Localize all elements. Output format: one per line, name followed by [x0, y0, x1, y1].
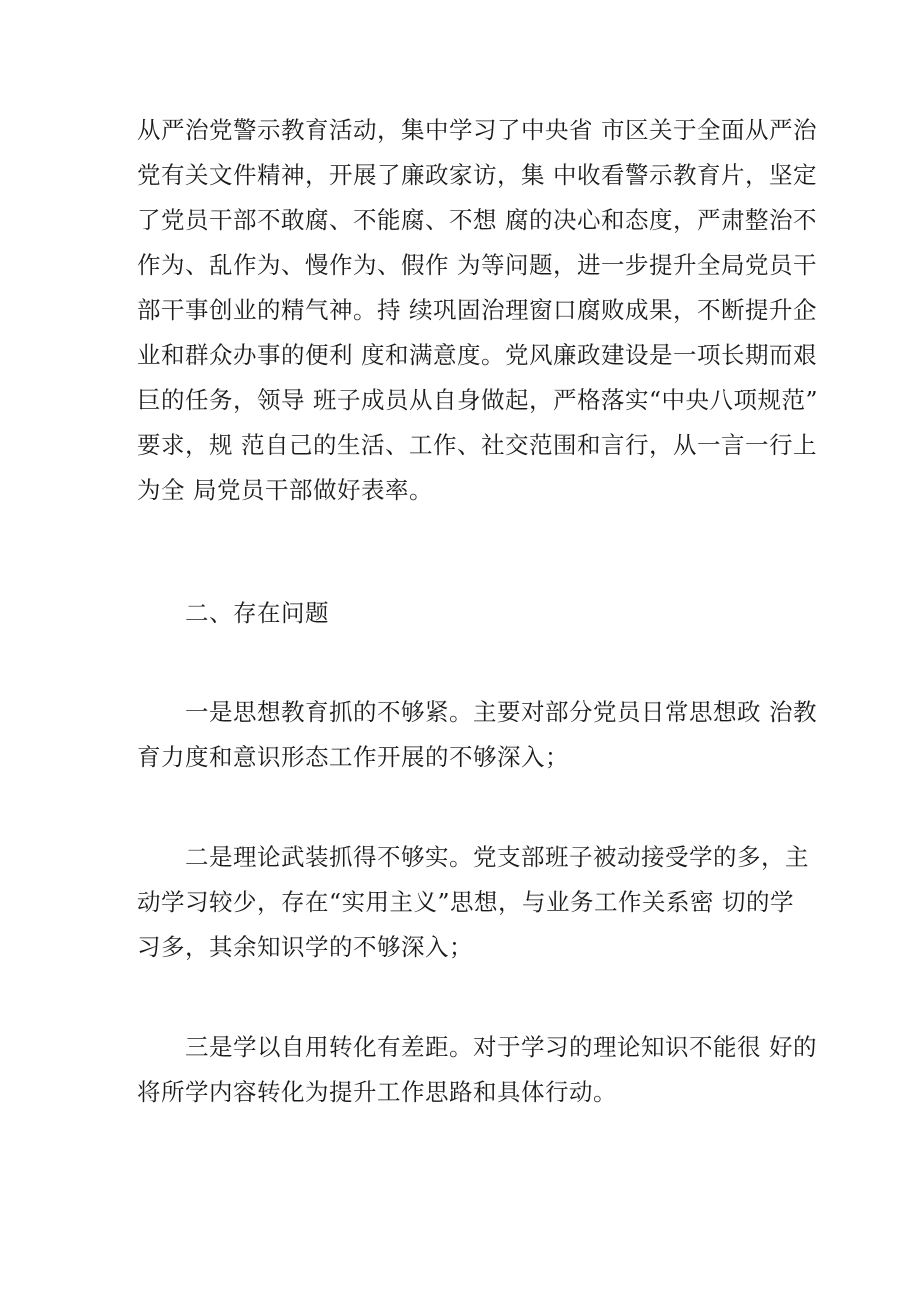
text-line: 巨的任务，领导 班子成员从自身做起，严格落实“中央八项规范”	[137, 386, 818, 414]
section-heading-text: 二、存在问题	[137, 599, 329, 627]
paragraph-problem-1	[137, 690, 817, 780]
text-line: 从严治党警示教育活动，集中学习了中央省 市区关于全面从严治	[137, 116, 817, 144]
text-line: 党有关文件精神，开展了廉政家访，集 中收看警示教育片，坚定	[137, 161, 817, 189]
text-line: 要求，规 范自己的生活、工作、社交范围和言行，从一言一行上	[137, 431, 817, 459]
text-line: 习多，其余知识学的不够深入；	[137, 933, 473, 961]
text-line: 为全 局党员干部做好表率。	[137, 476, 433, 504]
text-line: 一是思想教育抓的不够紧。主要对部分党员日常思想政 治教	[137, 698, 817, 726]
text-line: 二是理论武装抓得不够实。党支部班子被动接受学的多，主	[137, 843, 809, 871]
text-line: 了党员干部不敢腐、不能腐、不想 腐的决心和态度，严肃整治不	[137, 206, 817, 234]
paragraph-problem-2	[137, 835, 809, 970]
paragraph-party-discipline	[137, 108, 818, 513]
paragraph-problem-3	[137, 1025, 817, 1115]
text-line: 三是学以自用转化有差距。对于学习的理论知识不能很 好的	[137, 1033, 817, 1061]
text-line: 动学习较少，存在“实用主义”思想，与业务工作关系密 切的学	[137, 888, 794, 916]
text-line: 将所学内容转化为提升工作思路和具体行动。	[137, 1078, 617, 1106]
section-heading	[137, 591, 797, 636]
text-line: 育力度和意识形态工作开展的不够深入；	[137, 743, 569, 771]
text-line: 部干事创业的精气神。持 续巩固治理窗口腐败成果，不断提升企	[137, 296, 817, 324]
text-line: 业和群众办事的便利 度和满意度。党风廉政建设是一项长期而艰	[137, 341, 817, 369]
text-line: 作为、乱作为、慢作为、假作 为等问题，进一步提升全局党员干	[137, 251, 817, 279]
